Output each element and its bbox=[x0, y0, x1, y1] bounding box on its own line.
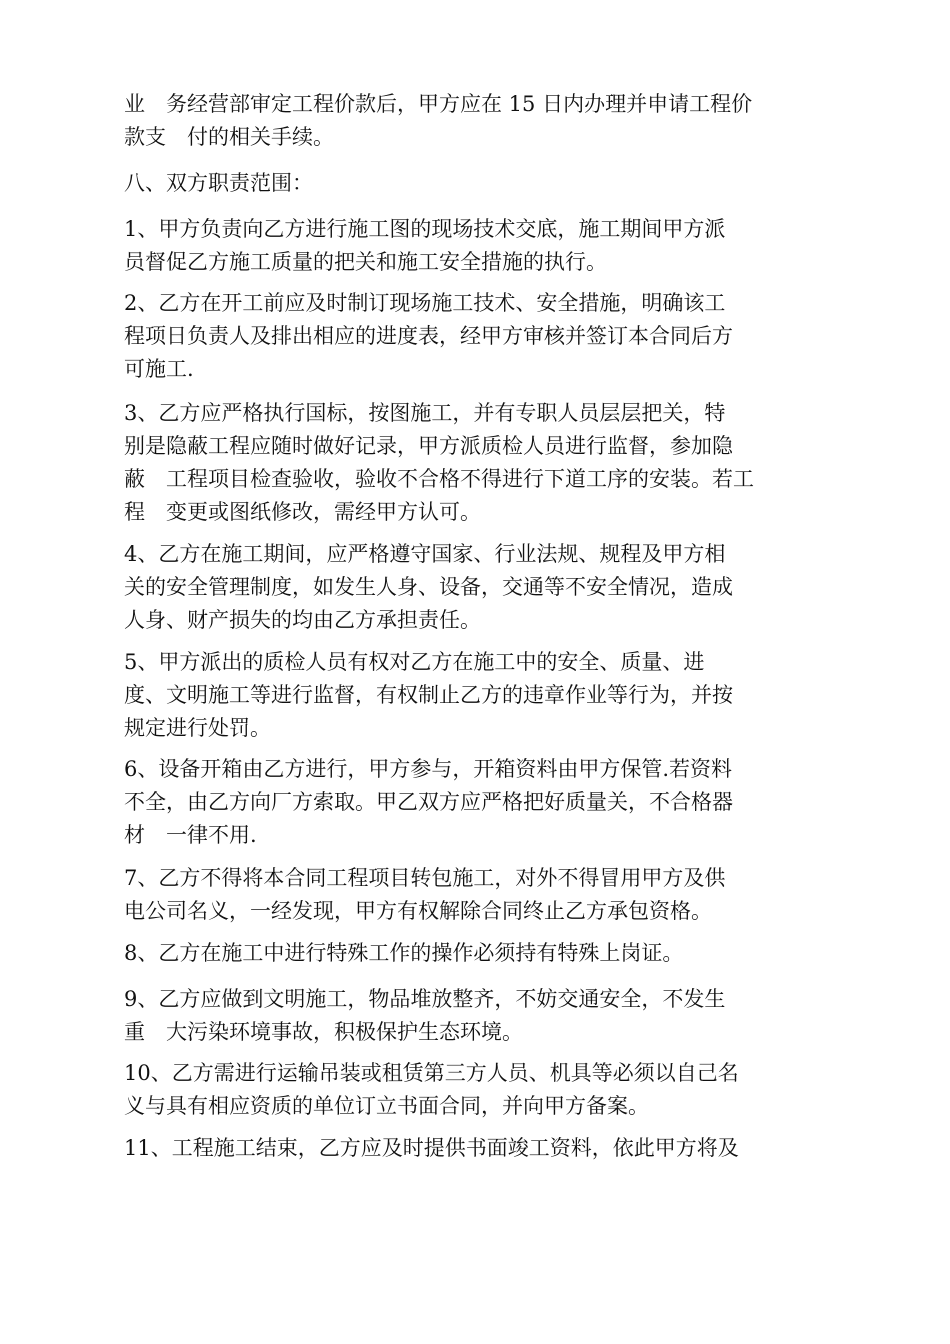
text-line: 义与具有相应资质的单位订立书面合同，并向甲方备案。 bbox=[124, 1094, 649, 1118]
text-line: 员督促乙方施工质量的把关和施工安全措施的执行。 bbox=[124, 250, 607, 274]
clause-10 bbox=[124, 1057, 830, 1123]
clause-7 bbox=[124, 862, 830, 928]
text-line: 8、乙方在施工中进行特殊工作的操作必须持有特殊上岗证。 bbox=[124, 941, 684, 965]
text-line: 程项日负责人及排出相应的进度表，经甲方审核并签订本合同后方 bbox=[124, 324, 733, 348]
text-line: 11、工程施工结束，乙方应及时提供书面竣工资料，依此甲方将及 bbox=[124, 1136, 739, 1160]
text-line: 程 变更或图纸修改，需经甲方认可。 bbox=[124, 500, 481, 524]
clause-2 bbox=[124, 287, 830, 386]
text-line: 7、乙方不得将本合同工程项目转包施工，对外不得冒用甲方及供 bbox=[124, 866, 726, 890]
clause-4 bbox=[124, 538, 830, 637]
text-line: 款支 付的相关手续。 bbox=[124, 125, 334, 149]
clause-3 bbox=[124, 397, 830, 529]
text-line: 材 一律不用. bbox=[124, 823, 257, 847]
text-line: 10、乙方需进行运输吊装或租赁第三方人员、机具等必须以自己名 bbox=[124, 1061, 739, 1085]
clause-11 bbox=[124, 1132, 830, 1165]
paragraph-payment-procedure bbox=[124, 88, 830, 154]
clause-9 bbox=[124, 983, 830, 1049]
text-line: 3、乙方应严格执行国标，按图施工，并有专职人员层层把关，特 bbox=[124, 401, 726, 425]
text-line: 度、文明施工等进行监督，有权制止乙方的违章作业等行为，并按 bbox=[124, 683, 733, 707]
text-line: 人身、财产损失的均由乙方承担责任。 bbox=[124, 608, 481, 632]
text-line: 业 务经营部审定工程价款后，甲方应在 15 日内办理并申请工程价 bbox=[124, 92, 753, 116]
text-line: 规定进行处罚。 bbox=[124, 716, 271, 740]
clause-5 bbox=[124, 646, 830, 745]
text-line: 2、乙方在开工前应及时制订现场施工技术、安全措施，明确该工 bbox=[124, 291, 726, 315]
section-heading: 八、双方职责范围： bbox=[124, 171, 313, 195]
text-line: 4、乙方在施工期间，应严格遵守国家、行业法规、规程及甲方相 bbox=[124, 542, 726, 566]
text-line: 重 大污染环境事故，积极保护生态环境。 bbox=[124, 1020, 523, 1044]
text-line: 蔽 工程项目检查验收，验收不合格不得进行下道工序的安装。若工 bbox=[124, 467, 754, 491]
clause-6 bbox=[124, 753, 830, 852]
text-line: 不全，由乙方向厂方索取。甲乙双方应严格把好质量关，不合格器 bbox=[124, 790, 733, 814]
clause-1 bbox=[124, 213, 830, 279]
text-line: 1、甲方负责向乙方进行施工图的现场技术交底，施工期间甲方派 bbox=[124, 217, 726, 241]
text-line: 6、设备开箱由乙方进行，甲方参与，开箱资料由甲方保管.若资料 bbox=[124, 757, 733, 781]
text-line: 别是隐蔽工程应随时做好记录，甲方派质检人员进行监督，参加隐 bbox=[124, 434, 733, 458]
text-line: 电公司名义，一经发现，甲方有权解除合同终止乙方承包资格。 bbox=[124, 899, 712, 923]
text-line: 9、乙方应做到文明施工，物品堆放整齐，不妨交通安全，不发生 bbox=[124, 987, 726, 1011]
section-heading-responsibilities bbox=[124, 167, 830, 200]
text-line: 5、甲方派出的质检人员有权对乙方在施工中的安全、质量、进 bbox=[124, 650, 705, 674]
text-line: 可施工. bbox=[124, 357, 194, 381]
text-line: 关的安全管理制度，如发生人身、设备，交通等不安全情况，造成 bbox=[124, 575, 733, 599]
clause-8 bbox=[124, 937, 830, 970]
